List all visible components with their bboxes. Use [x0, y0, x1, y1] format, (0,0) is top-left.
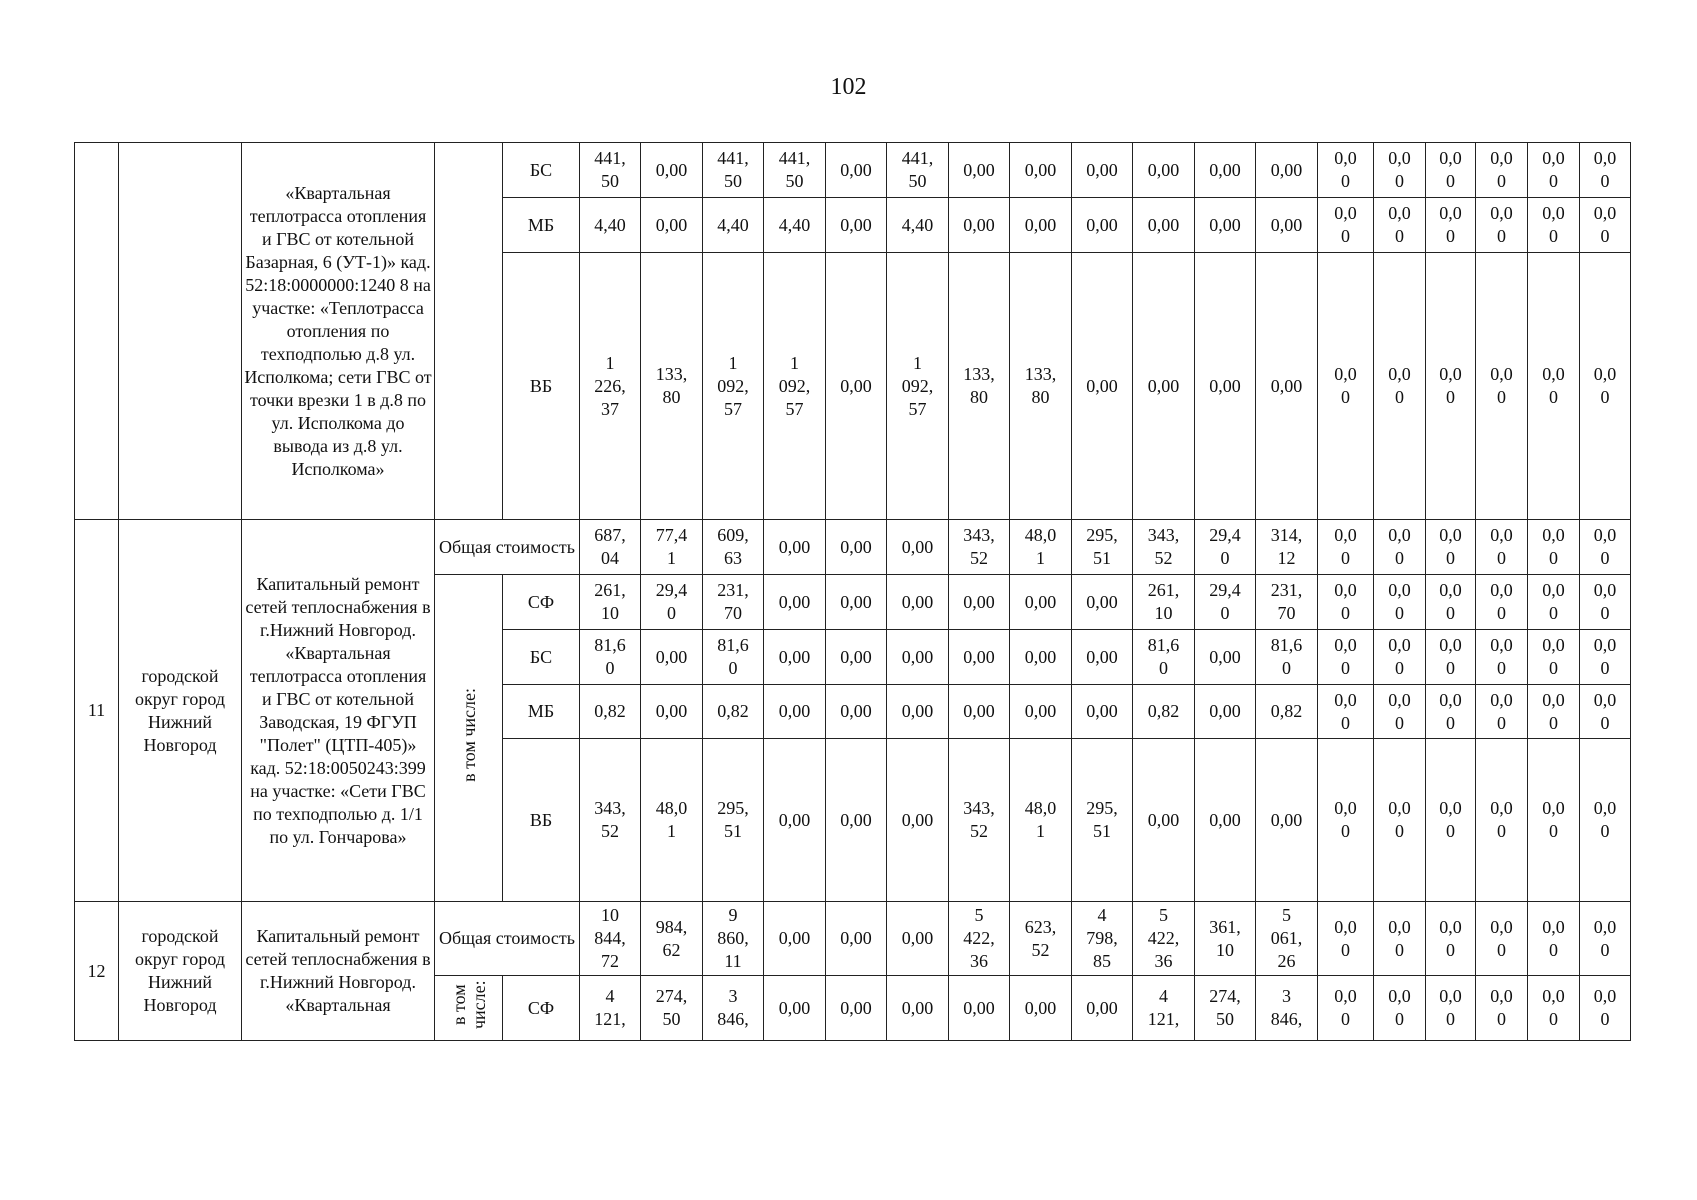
value-cell: 0,0 0 [1528, 685, 1580, 739]
value-cell: 0,0 0 [1318, 575, 1374, 630]
value-cell: 0,0 0 [1476, 198, 1528, 253]
funding-source-cell: МБ [503, 198, 580, 253]
value-cell: 0,00 [641, 198, 703, 253]
value-cell: 0,0 0 [1476, 976, 1528, 1041]
value-cell: 0,00 [1010, 198, 1072, 253]
value-cell: 343, 52 [949, 520, 1010, 575]
value-cell: 0,00 [764, 575, 826, 630]
value-cell: 0,00 [764, 685, 826, 739]
value-cell: 0,00 [1010, 143, 1072, 198]
value-cell: 0,0 0 [1426, 143, 1476, 198]
value-cell: 81,6 0 [580, 630, 641, 685]
value-cell: 0,00 [826, 902, 887, 976]
incl-label-cell [435, 575, 503, 902]
value-cell: 0,0 0 [1580, 253, 1631, 520]
value-cell: 0,00 [764, 520, 826, 575]
value-cell: 361, 10 [1195, 902, 1256, 976]
table-row [75, 902, 1631, 976]
value-cell: 0,00 [1195, 630, 1256, 685]
value-cell: 0,0 0 [1528, 902, 1580, 976]
value-cell: 29,4 0 [1195, 520, 1256, 575]
value-cell: 0,0 0 [1580, 198, 1631, 253]
value-cell: 0,0 0 [1580, 520, 1631, 575]
value-cell: 0,00 [1195, 739, 1256, 902]
value-cell: 1 226, 37 [580, 253, 641, 520]
value-cell: 0,0 0 [1318, 685, 1374, 739]
funding-source-cell: ВБ [503, 253, 580, 520]
value-cell: 0,00 [949, 198, 1010, 253]
value-cell: 441, 50 [703, 143, 764, 198]
table-row [75, 520, 1631, 575]
value-cell: 343, 52 [580, 739, 641, 902]
value-cell: 261, 10 [1133, 575, 1195, 630]
value-cell: 0,0 0 [1580, 685, 1631, 739]
value-cell: 0,0 0 [1528, 630, 1580, 685]
incl-label-cell [435, 976, 503, 1041]
value-cell: 0,00 [826, 143, 887, 198]
value-cell: 441, 50 [887, 143, 949, 198]
value-cell: 3 846, [703, 976, 764, 1041]
value-cell: 0,0 0 [1528, 520, 1580, 575]
value-cell: 29,4 0 [641, 575, 703, 630]
value-cell: 0,00 [1133, 198, 1195, 253]
value-cell: 0,00 [641, 685, 703, 739]
value-cell: 0,0 0 [1318, 143, 1374, 198]
municipality-cell: городской округ город Нижний Новгород [119, 520, 242, 902]
value-cell: 0,0 0 [1580, 902, 1631, 976]
value-cell: 0,82 [703, 685, 764, 739]
incl-label-cell [435, 143, 503, 520]
value-cell: 441, 50 [764, 143, 826, 198]
value-cell: 48,0 1 [1010, 520, 1072, 575]
value-cell: 0,0 0 [1580, 143, 1631, 198]
object-name-cell: Капитальный ремонт сетей теплоснабжения в г.Нижний Новгород. «Квартальная теплотрасса отопления и ГВС от котельной Заводская, 19 ФГУП "Полет" (ЦТП-405)» кад. 52:18:0050243:399 на участке: «Сети ГВС по техподполью д. 1/1 по ул. Гончарова» [242, 520, 435, 902]
value-cell: 0,0 0 [1374, 520, 1426, 575]
value-cell: 0,0 0 [1374, 976, 1426, 1041]
value-cell: 0,00 [949, 685, 1010, 739]
value-cell: 0,0 0 [1374, 198, 1426, 253]
value-cell: 0,00 [949, 630, 1010, 685]
value-cell: 4 121, [1133, 976, 1195, 1041]
value-cell: 0,00 [1133, 143, 1195, 198]
value-cell: 0,00 [1010, 685, 1072, 739]
incl-label: в том числе: [448, 980, 489, 1030]
value-cell: 0,82 [1133, 685, 1195, 739]
value-cell: 0,00 [1072, 253, 1133, 520]
table-row [75, 143, 1631, 198]
municipality-cell [119, 143, 242, 520]
value-cell: 0,00 [826, 739, 887, 902]
value-cell: 441, 50 [580, 143, 641, 198]
value-cell: 295, 51 [1072, 520, 1133, 575]
value-cell: 4,40 [764, 198, 826, 253]
value-cell: 0,00 [887, 630, 949, 685]
value-cell: 0,0 0 [1528, 739, 1580, 902]
row-number-cell: 12 [75, 902, 119, 1041]
value-cell: 0,00 [1072, 976, 1133, 1041]
value-cell: 81,6 0 [703, 630, 764, 685]
value-cell: 4,40 [703, 198, 764, 253]
value-cell: 0,0 0 [1374, 630, 1426, 685]
value-cell: 29,4 0 [1195, 575, 1256, 630]
value-cell: 0,0 0 [1476, 575, 1528, 630]
value-cell: 5 061, 26 [1256, 902, 1318, 976]
value-cell: 77,4 1 [641, 520, 703, 575]
value-cell: 0,0 0 [1528, 253, 1580, 520]
value-cell: 0,00 [1256, 143, 1318, 198]
row-number-cell [75, 143, 119, 520]
funding-source-cell: ВБ [503, 739, 580, 902]
value-cell: 0,0 0 [1318, 902, 1374, 976]
value-cell: 0,00 [1195, 143, 1256, 198]
value-cell: 0,00 [1072, 685, 1133, 739]
value-cell: 0,0 0 [1374, 685, 1426, 739]
value-cell: 0,00 [949, 575, 1010, 630]
value-cell: 0,0 0 [1318, 739, 1374, 902]
value-cell: 0,0 0 [1426, 685, 1476, 739]
value-cell: 0,0 0 [1476, 520, 1528, 575]
value-cell: 0,00 [887, 976, 949, 1041]
value-cell: 0,00 [764, 976, 826, 1041]
value-cell: 0,0 0 [1528, 575, 1580, 630]
value-cell: 1 092, 57 [887, 253, 949, 520]
budget-table [74, 142, 1631, 1041]
value-cell: 0,0 0 [1476, 253, 1528, 520]
value-cell: 295, 51 [1072, 739, 1133, 902]
value-cell: 0,00 [764, 630, 826, 685]
value-cell: 0,00 [887, 685, 949, 739]
value-cell: 0,82 [1256, 685, 1318, 739]
value-cell: 0,0 0 [1528, 198, 1580, 253]
value-cell: 81,6 0 [1256, 630, 1318, 685]
value-cell: 10 844, 72 [580, 902, 641, 976]
value-cell: 0,00 [1072, 630, 1133, 685]
value-cell: 0,0 0 [1426, 630, 1476, 685]
value-cell: 0,00 [641, 143, 703, 198]
value-cell: 231, 70 [1256, 575, 1318, 630]
total-label-cell: Общая стоимость [435, 520, 580, 575]
funding-source-cell: БС [503, 630, 580, 685]
row-number-cell: 11 [75, 520, 119, 902]
value-cell: 343, 52 [949, 739, 1010, 902]
value-cell: 0,0 0 [1476, 685, 1528, 739]
value-cell: 0,00 [641, 630, 703, 685]
value-cell: 0,0 0 [1374, 575, 1426, 630]
value-cell: 0,00 [764, 739, 826, 902]
value-cell: 133, 80 [949, 253, 1010, 520]
value-cell: 0,00 [1072, 143, 1133, 198]
value-cell: 0,0 0 [1374, 143, 1426, 198]
value-cell: 609, 63 [703, 520, 764, 575]
value-cell: 5 422, 36 [949, 902, 1010, 976]
value-cell: 133, 80 [641, 253, 703, 520]
value-cell: 0,00 [949, 143, 1010, 198]
value-cell: 0,00 [826, 253, 887, 520]
value-cell: 0,00 [1010, 575, 1072, 630]
total-label-cell: Общая стоимость [435, 902, 580, 976]
value-cell: 274, 50 [641, 976, 703, 1041]
funding-source-cell: МБ [503, 685, 580, 739]
value-cell: 0,00 [764, 902, 826, 976]
value-cell: 0,82 [580, 685, 641, 739]
value-cell: 1 092, 57 [703, 253, 764, 520]
value-cell: 0,0 0 [1318, 520, 1374, 575]
value-cell: 0,00 [887, 575, 949, 630]
value-cell: 0,0 0 [1426, 520, 1476, 575]
value-cell: 0,00 [1133, 253, 1195, 520]
value-cell: 0,00 [826, 976, 887, 1041]
value-cell: 1 092, 57 [764, 253, 826, 520]
value-cell: 0,0 0 [1426, 253, 1476, 520]
value-cell: 295, 51 [703, 739, 764, 902]
value-cell: 4,40 [580, 198, 641, 253]
value-cell: 0,0 0 [1374, 253, 1426, 520]
value-cell: 5 422, 36 [1133, 902, 1195, 976]
value-cell: 0,0 0 [1318, 253, 1374, 520]
value-cell: 9 860, 11 [703, 902, 764, 976]
value-cell: 0,0 0 [1426, 902, 1476, 976]
value-cell: 231, 70 [703, 575, 764, 630]
value-cell: 0,0 0 [1476, 630, 1528, 685]
value-cell: 0,00 [1195, 685, 1256, 739]
value-cell: 0,0 0 [1476, 143, 1528, 198]
value-cell: 0,00 [1010, 976, 1072, 1041]
value-cell: 0,00 [949, 976, 1010, 1041]
value-cell: 0,0 0 [1476, 902, 1528, 976]
value-cell: 0,00 [826, 198, 887, 253]
value-cell: 0,00 [1072, 198, 1133, 253]
funding-source-cell: БС [503, 143, 580, 198]
value-cell: 48,0 1 [1010, 739, 1072, 902]
value-cell: 81,6 0 [1133, 630, 1195, 685]
object-name-cell: «Квартальная теплотрасса отопления и ГВС от котельной Базарная, 6 (УТ-1)» кад. 52:18:0000000:1240 8 на участке: «Теплотрасса отопления по техподполью д.8 ул. Исполкома; сети ГВС от точки врезки 1 в д.8 по ул. Исполкома до вывода из д.8 ул. Исполкома» [242, 143, 435, 520]
municipality-cell: городской округ город Нижний Новгород [119, 902, 242, 1041]
value-cell: 0,0 0 [1426, 739, 1476, 902]
value-cell: 0,0 0 [1580, 739, 1631, 902]
value-cell: 0,0 0 [1374, 902, 1426, 976]
value-cell: 4,40 [887, 198, 949, 253]
value-cell: 0,0 0 [1374, 739, 1426, 902]
value-cell: 0,00 [1195, 198, 1256, 253]
value-cell: 0,00 [1195, 253, 1256, 520]
object-name-cell: Капитальный ремонт сетей теплоснабжения в г.Нижний Новгород. «Квартальная [242, 902, 435, 1041]
value-cell: 0,0 0 [1580, 630, 1631, 685]
value-cell: 0,0 0 [1476, 739, 1528, 902]
value-cell: 343, 52 [1133, 520, 1195, 575]
value-cell: 0,00 [1256, 253, 1318, 520]
value-cell: 3 846, [1256, 976, 1318, 1041]
value-cell: 0,00 [1133, 739, 1195, 902]
value-cell: 0,0 0 [1318, 630, 1374, 685]
value-cell: 0,0 0 [1580, 575, 1631, 630]
value-cell: 274, 50 [1195, 976, 1256, 1041]
value-cell: 0,00 [887, 520, 949, 575]
value-cell: 984, 62 [641, 902, 703, 976]
funding-source-cell: СФ [503, 575, 580, 630]
value-cell: 314, 12 [1256, 520, 1318, 575]
value-cell: 0,00 [826, 520, 887, 575]
incl-label: в том числе: [458, 688, 479, 782]
value-cell: 0,0 0 [1318, 976, 1374, 1041]
value-cell: 0,0 0 [1528, 143, 1580, 198]
value-cell: 0,00 [887, 739, 949, 902]
value-cell: 0,00 [1256, 198, 1318, 253]
value-cell: 0,0 0 [1426, 976, 1476, 1041]
value-cell: 0,0 0 [1426, 575, 1476, 630]
value-cell: 4 121, [580, 976, 641, 1041]
value-cell: 48,0 1 [641, 739, 703, 902]
value-cell: 0,00 [887, 902, 949, 976]
value-cell: 0,00 [1010, 630, 1072, 685]
value-cell: 0,00 [826, 575, 887, 630]
value-cell: 0,00 [826, 685, 887, 739]
value-cell: 133, 80 [1010, 253, 1072, 520]
value-cell: 0,0 0 [1318, 198, 1374, 253]
value-cell: 261, 10 [580, 575, 641, 630]
page-number: 102 [830, 74, 867, 100]
value-cell: 0,0 0 [1580, 976, 1631, 1041]
value-cell: 0,00 [826, 630, 887, 685]
funding-source-cell: СФ [503, 976, 580, 1041]
value-cell: 623, 52 [1010, 902, 1072, 976]
value-cell: 0,00 [1072, 575, 1133, 630]
value-cell: 0,00 [1256, 739, 1318, 902]
value-cell: 0,0 0 [1528, 976, 1580, 1041]
value-cell: 0,0 0 [1426, 198, 1476, 253]
value-cell: 687, 04 [580, 520, 641, 575]
value-cell: 4 798, 85 [1072, 902, 1133, 976]
